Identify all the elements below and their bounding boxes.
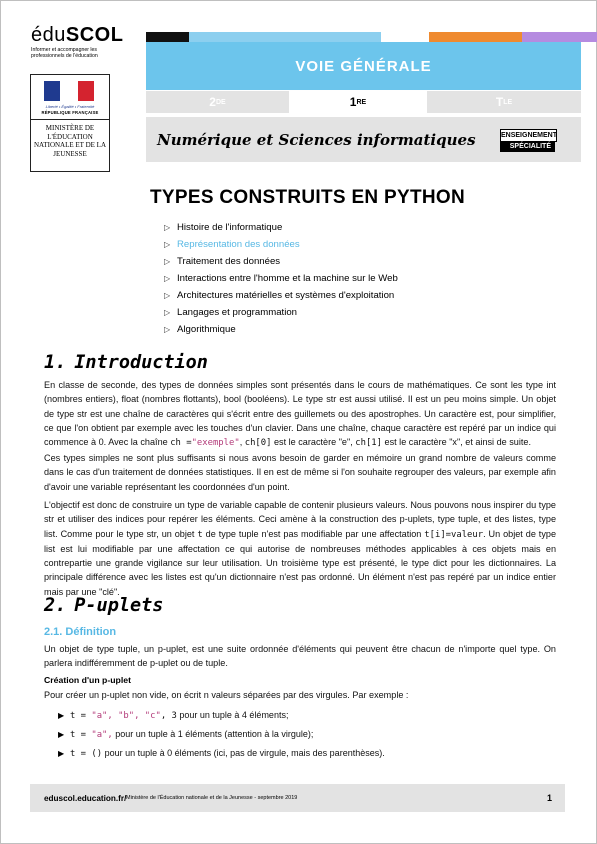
brand-prefix: édu — [31, 24, 66, 46]
section-1-number: 1. — [44, 352, 67, 373]
republic-motto: Liberté • Égalité • Fraternité — [45, 104, 95, 109]
color-band-segment — [189, 32, 381, 42]
intro-paragraph-3: L'objectif est donc de construire un type de variable capable de contenir plusieurs valeurs. Nous pouvons nous inspirer du type str et utiliser des indices pour repérer les éléments. Ceci amène à la construction des p-uplets, type tuple, et des listes, type list. Comme pour le type str, un objet t de type tuple n'est pas modifiable par une affectation t[i]=valeur. Un objet de type list est lui modifiable par une affectation ce qui autorise de nombreuses méthodes applicables à ces objets mais en contrepartie une grande vigilance sur leur utilisation. Un troisième type est présenté, le type dict pour les dictionnaires. La principale différence avec les listes est qu'un dictionnaire n'est pas ordonné. Un élément n'est pas repéré par un indice entier mais par une "clé". — [44, 500, 557, 597]
example-code: "a", "b", "c" — [91, 711, 161, 721]
toc-item[interactable] — [164, 272, 398, 289]
toc-item-label: Algorithmique — [177, 324, 236, 335]
document-title: TYPES CONSTRUITS EN PYTHON — [150, 187, 466, 208]
section-2-title: P-uplets — [74, 595, 164, 616]
creation-intro: Pour créer un p-uplet non vide, on écrit n valeurs séparées par des virgules. Par exemple : — [44, 690, 409, 700]
triangle-bullet-icon: ▷ — [164, 325, 171, 334]
triangle-bullet-icon: ▷ — [164, 308, 171, 317]
triangle-bullet-icon: ▷ — [164, 257, 171, 266]
example-code: t = — [70, 711, 92, 721]
intro-paragraph-2: Ces types simples ne sont plus suffisants si nous avons besoin de garder en mémoire un grand nombre de valeurs comme dans le cas d'un traitement de données statistiques. Il en est de même si l'on souhaite regrouper des valeurs, par exemple afin d'avoir une variable représentant les coordonnées d'un point. — [44, 453, 556, 492]
ministry-divider — [31, 119, 109, 120]
triangle-bullet-icon: ▶ — [58, 730, 65, 739]
toc-item[interactable] — [164, 238, 398, 255]
ministry-name: MINISTÈRE DE L'ÉDUCATION NATIONALE ET DE LA JEUNESSE — [34, 124, 106, 158]
color-band-segment — [146, 32, 189, 42]
section-2-heading — [44, 595, 163, 616]
color-band-segment — [429, 32, 522, 42]
example-code: "a", — [91, 730, 113, 740]
definition-paragraph: Un objet de type tuple, un p-uplet, est une suite ordonnée d'éléments qui peuvent être chacun de n'importe quel type. On parlera indifféremment de p-uplet ou de tuple. — [44, 644, 556, 669]
toc-item-label: Traitement des données — [177, 256, 281, 267]
section-1-heading — [44, 352, 208, 373]
eduscol-logo[interactable] — [31, 24, 123, 47]
section-1-title: Introduction — [74, 352, 208, 373]
table-of-contents — [164, 221, 398, 340]
color-band-segment — [381, 32, 429, 42]
ministry-logo — [30, 74, 110, 172]
triangle-bullet-icon: ▶ — [58, 749, 65, 758]
example-code: t = — [70, 730, 92, 740]
marianne-flag-icon — [44, 81, 94, 101]
toc-item[interactable] — [164, 289, 398, 306]
intro-paragraph-1: En classe de seconde, des types de données simples sont présentés dans le cours de mathématiques. Ce sont les type int (nombres entiers), float (nombres flottants), bool (booléens). Le type str est aussi utilisé. Il est un peu moins simple. Un objet de type str est une chaîne de caractères qui s'écrit entre des guillemets ou des apostrophes. Un caractère est, pour simplifier, ce que l'on obtient par exemple avec les touches d'un clavier. Dans une chaîne, chaque caractère est repéré par un indice qui commence à 0. Avec la chaîne ch ="exemple", ch[0] est le caractère "e", ch[1] est le caractère "x", et ainsi de suite. — [44, 380, 556, 449]
toc-item[interactable] — [164, 323, 398, 340]
subject-title: Numérique et Sciences informatiques — [157, 131, 476, 149]
creation-heading: Création d'un p-uplet — [44, 675, 132, 685]
toc-item-label: Langages et programmation — [177, 307, 297, 318]
color-band-segment — [522, 32, 597, 42]
republic-label: RÉPUBLIQUE FRANÇAISE — [41, 110, 99, 115]
voie-banner: VOIE GÉNÉRALE — [146, 42, 581, 90]
footer-site-link[interactable]: eduscol.education.fr/ — [44, 794, 127, 803]
tuple-examples-list — [58, 707, 385, 764]
toc-item-label: Interactions entre l'homme et la machine sur le Web — [177, 273, 398, 284]
badge-specialite: SPÉCIALITÉ — [500, 141, 555, 152]
subsection-definition-heading: 2.1. Définition — [44, 626, 117, 638]
example-code: t = () — [70, 749, 103, 759]
level-tabs — [146, 90, 581, 115]
triangle-bullet-icon: ▷ — [164, 274, 171, 283]
brand-suffix: SCOL — [65, 24, 124, 46]
toc-item-label: Architectures matérielles et systèmes d'exploitation — [177, 290, 395, 301]
toc-item-label: Représentation des données — [177, 239, 300, 250]
footer-ministry-date: Ministère de l'Éducation nationale et de la Jeunesse - septembre 2019 — [126, 795, 298, 801]
tuple-example-item — [58, 745, 385, 764]
example-description: pour un tuple à 1 éléments (attention à la virgule); — [112, 729, 314, 739]
tuple-example-item — [58, 726, 385, 745]
page-number: 1 — [547, 793, 553, 803]
example-description: pour un tuple à 4 éléments; — [176, 710, 289, 720]
triangle-bullet-icon: ▶ — [58, 711, 65, 720]
toc-item[interactable] — [164, 221, 398, 238]
badge-enseignement: ENSEIGNEMENT — [500, 129, 557, 142]
brand-tagline: Informer et accompagner les professionnels de l'éducation — [31, 47, 98, 59]
triangle-bullet-icon: ▷ — [164, 291, 171, 300]
triangle-bullet-icon: ▷ — [164, 223, 171, 232]
level-tab-1re[interactable]: 1 RE — [291, 91, 425, 113]
level-tab-2de[interactable]: 2 DE — [146, 91, 289, 113]
tuple-example-item — [58, 707, 385, 726]
example-code: , 3 — [160, 711, 177, 721]
section-2-number: 2. — [44, 595, 67, 616]
example-description: pour un tuple à 0 éléments (ici, pas de virgule, mais des parenthèses). — [102, 748, 385, 758]
toc-item[interactable] — [164, 255, 398, 272]
level-tab-tle[interactable]: T LE — [427, 91, 581, 113]
toc-item-label: Histoire de l'informatique — [177, 222, 283, 233]
triangle-bullet-icon: ▷ — [164, 240, 171, 249]
toc-item[interactable] — [164, 306, 398, 323]
